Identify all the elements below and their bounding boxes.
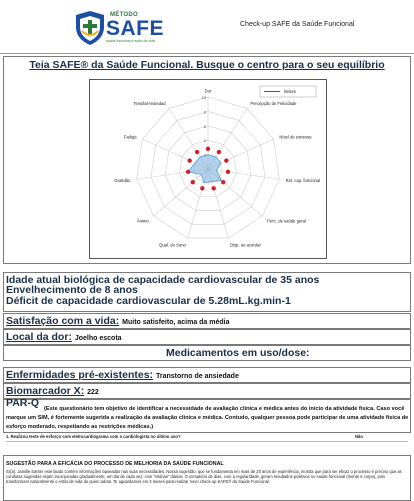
axis-label: Percepção de Felicidade [250,100,297,106]
axis-label: Ânimo [136,218,149,224]
axis-label: Nível de estresse [279,134,312,140]
tick-label: 2 [203,152,206,158]
sugestao-title: SUGESTÃO PARA A EFICÁCIA DO PROCESSO DE MELHORIA DA SAÚDE FUNCIONAL [6,461,224,467]
tick-label: 4 [203,138,206,144]
limit-marker [186,170,190,174]
radar-chart [90,80,326,258]
logo-text-big: SAFE [106,17,165,40]
axis-label: Fadiga [123,134,137,140]
axis-label: Disp. ao acordar [230,242,261,248]
dor-value: Joelho escota [74,335,122,342]
parq-text: (Este questionário tem objetivo de identificar a necessidade de avaliação clínica e médica antes do início da atividade física. Caso você marque um SIM, é fortemente sugerida a realização da avaliação clínica e médica. Contudo, qualquer pessoa pode participar de uma atividade física de esforço moderado, respeitando as restrições médicas.) [6,406,409,430]
medicamentos-label: Medicamentos em uso/dose: [166,347,310,359]
limit-marker [211,186,215,190]
enfermidades-row [6,369,239,381]
logo-tagline: saúde funcional e estilo de vida [106,39,155,43]
limit-marker [224,158,228,162]
satisfacao-row [6,315,230,327]
dor-label: Local da dor: [6,331,72,343]
sugestao-text: Sr(a). Jamille Santér este laudo contém informações baseadas nas suas necessidades. Nossa sugestão, que se fundamenta em mais de 20 anos de experiência, mostra que para ser eficaz o processo é preciso que as condutas sugeridas sejam incorporadas gradualmente, um dia de cada vez, com "vitórias" diárias. O somatório de dias, com a regularidade, geram resultados positivos no saúde funcional (mente e corpo), pois transformam naturalmente o estilo de vida de quem adota. Te aguardamos em 3 meses para realizar novo check-up SAFE® da Saúde Funcional. [6,469,402,484]
axis-label: Rel. cap. funcional [285,178,321,184]
tick-label: 10 [201,95,206,100]
enfermidades-label: Enfermidades pré-existentes: [6,369,154,381]
limit-marker [187,158,191,162]
parq-question: 1. Realizou teste de esforço com eletrocardiograma com o cardiologista no último ano? [6,434,181,439]
header-title: Check-up SAFE da Saúde Funcional [240,21,355,28]
biomarcador-value: 222 [87,389,99,396]
limit-marker [221,180,225,184]
biomarcador-label: Biomarcador X: [6,385,85,397]
axis-label: Qual. do Sono [159,242,186,248]
tick-label: 8 [203,109,206,115]
satisfacao-label: Satisfação com a vida: [6,315,120,327]
tick-label: 6 [203,123,206,129]
series-area [188,152,222,183]
medicamentos-row [166,347,310,359]
parq-description: Este questionário tem objetivo de identificar a necessidade de avaliação clínica e médica antes do início da atividade física. Caso você marque um SIM, é fortemente sugerida a realização da avaliação clínica e médica. Contudo, qualquer pessoa pode participar de uma atividade física de esforço moderado, respeitando as restrições médicas. [6,406,409,430]
question-divider [6,441,408,442]
limit-marker [206,147,210,151]
biomarcador-row [6,385,99,397]
axis-label: Gratidão [114,178,131,184]
limit-marker [200,186,204,190]
limit-marker [191,180,195,184]
limit-marker [226,170,230,174]
parq-answer: Não [355,434,363,439]
enfermidades-value: Transtorno de ansiedade [155,373,239,380]
limit-marker [195,150,199,154]
limit-marker [217,150,221,154]
page-header [0,0,414,52]
axis-label: Perc. de saúde geral [267,218,306,224]
radar-chart-frame [89,79,327,259]
bio-line-1: Idade atual biológica de capacidade cardiovascular de 35 anos [6,274,320,286]
logo-text-small: MÉTODO [110,12,139,18]
axis-label: Dor [204,88,212,94]
main-title: Teia SAFE® da Saúde Funcional. Busque o centro para o seu equilíbrio [29,59,385,71]
satisfacao-value: Muito satisfeito, acima da média [122,319,230,326]
bio-line-3: Déficit de capacidade cardiovascular de 5.28mL.kg.min-1 [6,295,291,307]
axis-label: Tensão/Ansiedad [133,100,166,106]
parq-label: PAR-Q [6,397,40,409]
header-divider [0,53,414,54]
dor-row [6,331,122,343]
legend-label: limites [284,89,296,94]
bio-line-2: Envelhecimento de 8 anos [6,284,138,296]
